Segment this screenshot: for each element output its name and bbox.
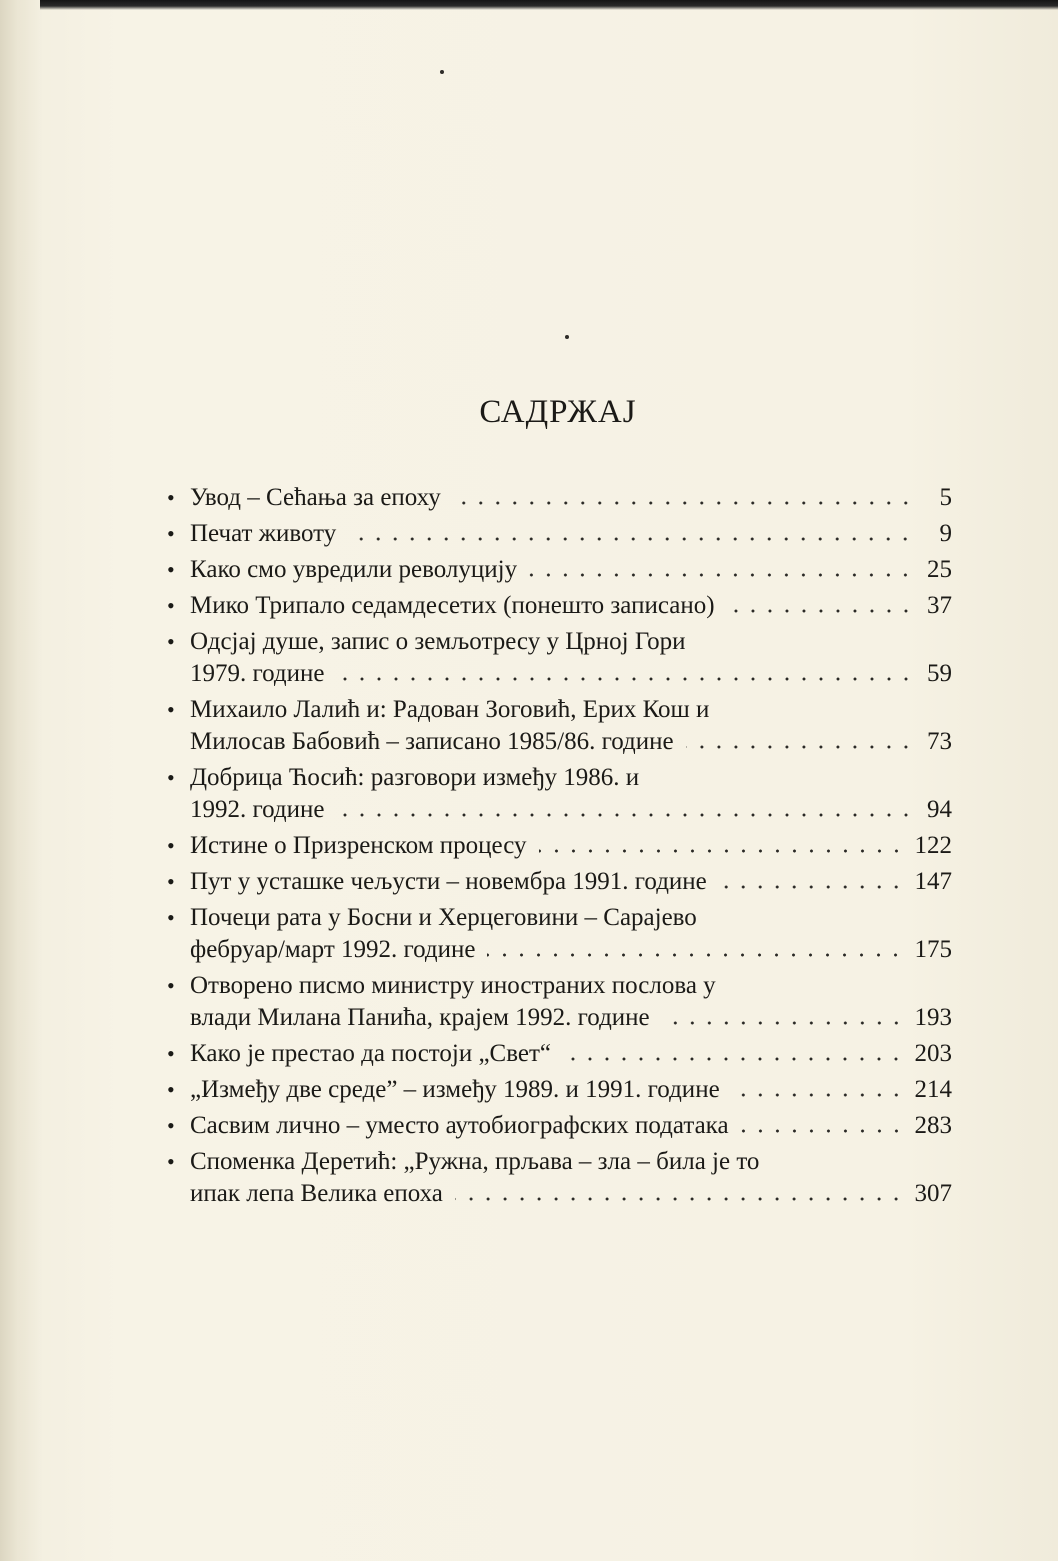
toc-page-number: 122 bbox=[914, 832, 952, 859]
dot-leader bbox=[741, 1127, 905, 1135]
page-binding-shadow bbox=[0, 0, 42, 1561]
dot-leader bbox=[487, 951, 904, 959]
toc-entry-title-line: Милосав Бабовић – записано 1985/86. године bbox=[190, 728, 674, 755]
toc-entry-title-line: влади Милана Панића, крајем 1992. године bbox=[190, 1004, 650, 1031]
toc-page-number: 59 bbox=[927, 660, 952, 687]
dot-leader bbox=[719, 883, 905, 891]
toc-entry-row bbox=[190, 518, 952, 550]
toc-entry-row bbox=[190, 1038, 952, 1070]
toc-entry-title-line: • Печат животу bbox=[190, 520, 337, 547]
toc-page-number: 214 bbox=[914, 1076, 952, 1103]
toc-entry-row bbox=[190, 1002, 952, 1034]
dot-leader bbox=[732, 1091, 905, 1099]
toc-page-number: 37 bbox=[927, 592, 952, 619]
toc-entry-title-line: • Михаило Лалић и: Радован Зоговић, Ерих Кош и bbox=[190, 696, 710, 723]
toc-entry-title-line: • „Између две среде” – између 1989. и 1991. године bbox=[190, 1076, 720, 1103]
dot-leader bbox=[662, 1019, 905, 1027]
toc-page-number: 147 bbox=[914, 868, 952, 895]
toc-entry-title-line: • Отворено писмо министру иностраних послова у bbox=[190, 972, 716, 999]
dot-leader bbox=[348, 535, 914, 543]
toc-entry bbox=[166, 902, 952, 966]
toc-entry bbox=[166, 1074, 952, 1106]
toc-entry-title-line: • Увод – Сећања за епоху bbox=[190, 484, 441, 511]
page-top-edge bbox=[40, 0, 1058, 10]
toc-page-number: 307 bbox=[914, 1180, 952, 1207]
toc-entry-row bbox=[190, 726, 952, 758]
toc-entry-title-line: • Како је престао да постоји „Свет“ bbox=[190, 1040, 552, 1067]
toc-entry-row bbox=[190, 482, 952, 514]
toc-page-number: 25 bbox=[927, 556, 952, 583]
dot-leader bbox=[686, 743, 914, 751]
dot-leader bbox=[563, 1055, 904, 1063]
toc-page-number: 94 bbox=[927, 796, 952, 823]
toc-entry-title-line: • Сасвим лично – уместо аутобиографских података bbox=[190, 1112, 729, 1139]
toc-entry-row bbox=[190, 1110, 952, 1142]
toc-page-number: 203 bbox=[914, 1040, 952, 1067]
toc-entry-row bbox=[190, 658, 952, 690]
dot-leader bbox=[539, 847, 905, 855]
toc-entry bbox=[166, 626, 952, 690]
toc-entry-row bbox=[190, 1074, 952, 1106]
ink-speck bbox=[440, 70, 444, 74]
toc-entry bbox=[166, 482, 952, 514]
toc-entry bbox=[166, 518, 952, 550]
dot-leader bbox=[453, 499, 914, 507]
toc-page-number: 193 bbox=[914, 1004, 952, 1031]
dot-leader bbox=[337, 811, 915, 819]
toc-entry bbox=[166, 762, 952, 826]
toc-entry-row bbox=[190, 554, 952, 586]
toc-page-number: 9 bbox=[939, 520, 952, 547]
toc-entry-title-line: • Одсјај душе, запис о земљотресу у Црној Гори bbox=[190, 628, 686, 655]
toc-entry bbox=[166, 1146, 952, 1210]
toc-entry-row bbox=[190, 1178, 952, 1210]
toc-page-number: 175 bbox=[914, 936, 952, 963]
toc-entry-row bbox=[190, 794, 952, 826]
toc-entry-title-line: • Мико Трипало седамдесетих (понешто записано) bbox=[190, 592, 715, 619]
toc-page-number: 5 bbox=[939, 484, 952, 511]
toc-entry-row bbox=[190, 590, 952, 622]
toc-entry-title-line: • Истине о Призренском процесу bbox=[190, 832, 527, 859]
toc-entry bbox=[166, 1038, 952, 1070]
toc-entry bbox=[166, 694, 952, 758]
toc-entry-row bbox=[190, 866, 952, 898]
toc-entry-title-line: ипак лепа Велика епоха bbox=[190, 1180, 443, 1207]
toc-entry bbox=[166, 1110, 952, 1142]
toc-entry-title-line: • Пут у усташке чељусти – новембра 1991. године bbox=[190, 868, 707, 895]
toc-entry bbox=[166, 970, 952, 1034]
dot-leader bbox=[455, 1195, 905, 1203]
toc-entry-title-line: • Споменка Деретић: „Ружна, прљава – зла – била је то bbox=[190, 1148, 760, 1175]
toc-entry-title-line: • Почеци рата у Босни и Херцеговини – Сарајево bbox=[190, 904, 697, 931]
toc-entry-row bbox=[190, 830, 952, 862]
toc-page-number: 283 bbox=[914, 1112, 952, 1139]
dot-leader bbox=[529, 571, 914, 579]
toc-entry bbox=[166, 830, 952, 862]
toc-entry-row bbox=[190, 934, 952, 966]
toc-entry-title-line: 1979. године bbox=[190, 660, 325, 687]
contents-heading: САДРЖАЈ bbox=[479, 394, 637, 431]
toc-entry bbox=[166, 590, 952, 622]
toc-page-number: 73 bbox=[927, 728, 952, 755]
toc-entry bbox=[166, 866, 952, 898]
dot-leader bbox=[337, 675, 915, 683]
ink-speck bbox=[565, 335, 569, 339]
toc-entry-title-line: • Добрица Ћосић: разговори између 1986. и bbox=[190, 764, 640, 791]
dot-leader bbox=[727, 607, 914, 615]
toc-entry-title-line: • Како смо увредили револуцију bbox=[190, 556, 518, 583]
toc-entry-title-line: фебруар/март 1992. године bbox=[190, 936, 476, 963]
toc-entry-title-line: 1992. године bbox=[190, 796, 325, 823]
toc-entry bbox=[166, 554, 952, 586]
table-of-contents bbox=[166, 482, 952, 1214]
